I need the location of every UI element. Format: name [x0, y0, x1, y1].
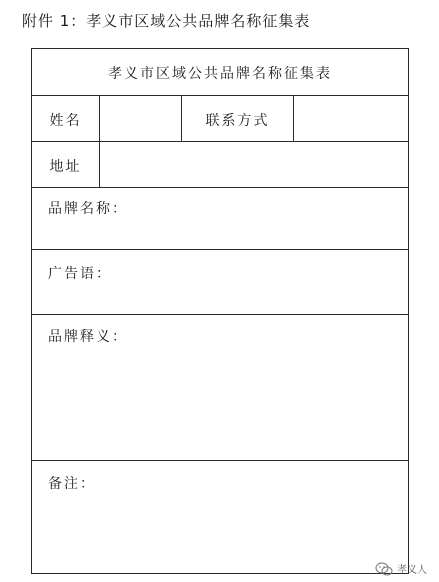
remarks-label: 备注： — [48, 476, 96, 492]
form-title-row — [32, 49, 408, 96]
address-label-cell — [32, 142, 99, 187]
brand-explanation-row[interactable] — [32, 315, 408, 461]
collection-form-table — [31, 48, 409, 574]
name-contact-row — [32, 96, 408, 142]
wechat-icon — [375, 562, 393, 576]
address-row — [32, 142, 408, 188]
attachment-title: 附件 1：孝义市区域公共品牌名称征集表 — [22, 12, 311, 30]
name-label-cell — [32, 96, 99, 141]
contact-label-cell — [181, 96, 293, 141]
slogan-label: 广告语： — [48, 266, 112, 282]
name-input-cell[interactable] — [99, 96, 181, 141]
remarks-row[interactable] — [32, 461, 408, 572]
watermark-text: 孝义人 — [397, 565, 427, 576]
contact-input-cell[interactable] — [293, 96, 410, 141]
name-label: 姓名 — [49, 113, 82, 129]
form-title: 孝义市区域公共品牌名称征集表 — [108, 66, 332, 82]
brand-name-row[interactable] — [32, 188, 408, 250]
address-input-cell[interactable] — [99, 142, 410, 187]
brand-explanation-label: 品牌释义： — [48, 329, 128, 345]
contact-label: 联系方式 — [205, 113, 270, 129]
address-label: 地址 — [49, 159, 82, 175]
slogan-row[interactable] — [32, 250, 408, 315]
watermark — [375, 561, 427, 576]
brand-name-label: 品牌名称： — [48, 201, 128, 217]
